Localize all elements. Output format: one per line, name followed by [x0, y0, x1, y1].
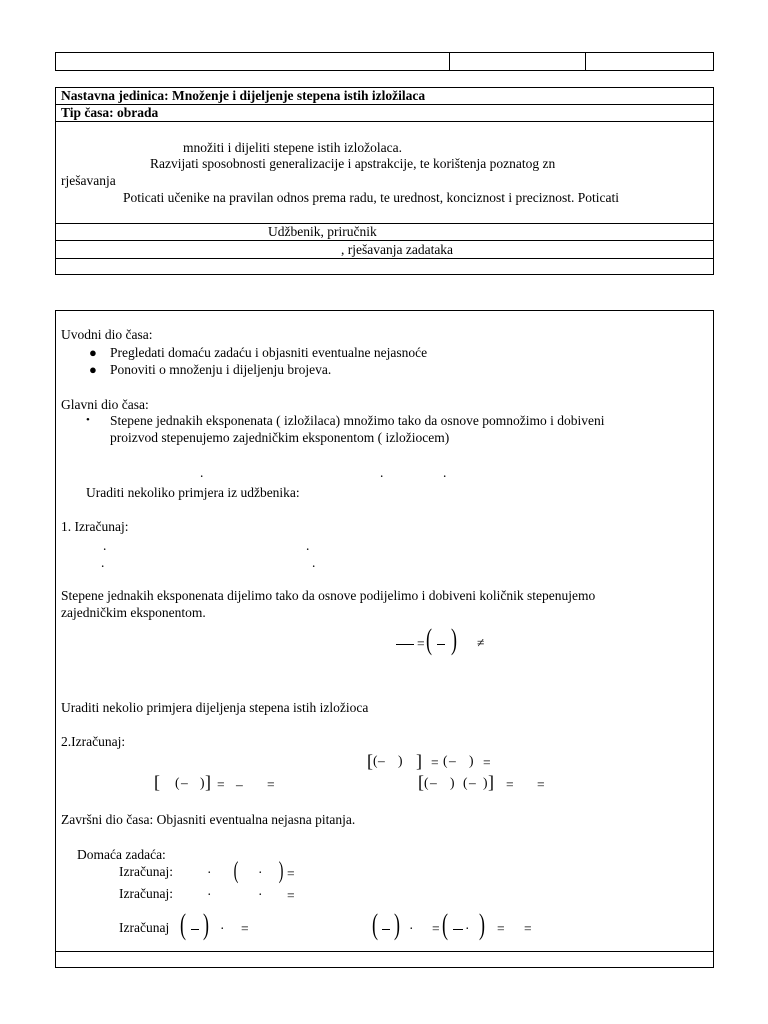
paren-close: ) [200, 775, 205, 790]
equals-sign: = [217, 777, 225, 792]
homework-item: Izračunaj: [119, 886, 173, 901]
right-paren: ) [278, 858, 284, 884]
intro-item: Ponoviti o množenju i dijeljenju brojeva. [110, 362, 332, 377]
minus-sign: – [469, 775, 476, 790]
paren-open: ( [463, 775, 468, 790]
fraction-bar [437, 644, 445, 645]
intro-title: Uvodni dio časa: [61, 327, 153, 342]
right-bracket: ] [488, 772, 494, 792]
dot-operator: · [207, 865, 212, 880]
bullet-icon: • [86, 414, 90, 426]
goal-developmental: Razvijati sposobnosti generalizacije i apstrakcije, te korištenja poznatog zn [150, 156, 556, 171]
left-bracket: [ [418, 772, 424, 792]
equals-sign: = [483, 755, 491, 770]
right-paren: ) [394, 908, 400, 941]
fraction-bar [191, 929, 199, 930]
teaching-resources: Udžbenik, priručnik [268, 224, 377, 239]
equals-sign: = [524, 921, 532, 936]
minus-sign: – [236, 777, 243, 792]
dot-operator: · [207, 887, 212, 902]
formula-dot: . [306, 538, 310, 553]
equals-sign: = [506, 777, 514, 792]
dot-operator: · [258, 865, 263, 880]
examples-div: Uraditi nekolio primjera dijeljenja stepena istih izložioca [61, 700, 369, 715]
right-bracket: ] [205, 772, 211, 792]
left-bracket: [ [154, 772, 160, 792]
left-paren: ( [180, 908, 186, 941]
top-header-table [55, 52, 714, 71]
bullet-icon: ● [89, 362, 97, 377]
equals-sign: = [287, 888, 295, 903]
formula-dot: . [101, 555, 105, 570]
fraction-bar [453, 929, 463, 930]
minus-sign: – [181, 775, 188, 790]
top-header-divider [449, 52, 450, 71]
minus-sign: – [378, 753, 385, 768]
equals-sign: = [267, 777, 275, 792]
paren-close: ) [450, 775, 455, 790]
left-paren: ( [233, 858, 239, 884]
left-paren: ( [426, 623, 432, 656]
dot-operator: · [465, 921, 470, 936]
formula-dot: . [443, 465, 447, 480]
equals-sign: = [287, 866, 295, 881]
equals-sign: = [432, 921, 440, 936]
formula-dot: . [200, 465, 204, 480]
paren-open: ( [424, 775, 429, 790]
goal-educational: množiti i dijeliti stepene istih izložolaca. [183, 140, 402, 155]
lesson-type: Tip časa: obrada [61, 105, 159, 120]
dot-operator: · [220, 921, 225, 936]
paren-open: ( [373, 753, 378, 768]
unit-title: Nastavna jedinica: Množenje i dijeljenje stepena istih izložilaca [61, 88, 426, 103]
goal-upbringing: Poticati učenike na pravilan odnos prema radu, te urednost, konciznost i preciznost. Poticati [123, 190, 619, 205]
equals-sign: = [417, 636, 425, 651]
equals-sign: = [497, 921, 505, 936]
paren-close: ) [483, 775, 488, 790]
teaching-methods: , rješavanja zadataka [341, 242, 454, 257]
paren-open: ( [443, 753, 448, 768]
mult-rule-cont: proizvod stepenujemo zajedničkim eksponentom ( izložiocem) [110, 430, 450, 445]
minus-sign: – [449, 753, 456, 768]
paren-open: ( [175, 775, 180, 790]
fraction-bar [396, 644, 414, 645]
formula-dot: . [103, 538, 107, 553]
formula-dot: . [380, 465, 384, 480]
task-2: 2.Izračunaj: [61, 734, 126, 749]
right-paren: ) [479, 908, 485, 941]
paren-close: ) [398, 753, 403, 768]
div-rule-cont: zajedničkim eksponentom. [61, 605, 206, 620]
lesson-flow-footer-divider [55, 951, 714, 952]
examples-mult: Uraditi nekoliko primjera iz udžbenika: [86, 485, 300, 500]
paren-close: ) [469, 753, 474, 768]
info-row-divider [55, 223, 714, 224]
not-equal-sign: ≠ [477, 635, 485, 650]
homework-item: Izračunaj: [119, 864, 173, 879]
dot-operator: · [258, 887, 263, 902]
right-bracket: ] [416, 751, 422, 771]
left-bracket: [ [367, 751, 373, 771]
formula-dot: . [312, 555, 316, 570]
bullet-icon: ● [89, 345, 97, 360]
intro-item: Pregledati domaću zadaću i objasniti eventualne nejasnoće [110, 345, 428, 360]
mult-rule: Stepene jednakih eksponenata ( izložilaca) množimo tako da osnove pomnožimo i dobiveni [110, 413, 605, 428]
info-row-divider [55, 258, 714, 259]
top-header-divider [585, 52, 586, 71]
info-row-divider [55, 240, 714, 241]
task-1: 1. Izračunaj: [61, 519, 129, 534]
equals-sign: = [241, 921, 249, 936]
homework-title: Domaća zadaća: [77, 847, 166, 862]
homework-item: Izračunaj [119, 920, 170, 935]
div-rule: Stepene jednakih eksponenata dijelimo tako da osnove podijelimo i dobiveni količnik stepenujemo [61, 588, 596, 603]
goal-developmental-cont: rješavanja [61, 173, 116, 188]
left-paren: ( [372, 908, 378, 941]
equals-sign: = [431, 755, 439, 770]
dot-operator: · [409, 921, 414, 936]
fraction-bar [382, 929, 390, 930]
right-paren: ) [203, 908, 209, 941]
left-paren: ( [442, 908, 448, 941]
equals-sign: = [537, 777, 545, 792]
right-paren: ) [451, 623, 457, 656]
minus-sign: – [430, 775, 437, 790]
closing-part: Završni dio časa: Objasniti eventualna nejasna pitanja. [61, 812, 356, 827]
info-row-divider [55, 121, 714, 122]
main-title: Glavni dio časa: [61, 397, 149, 412]
